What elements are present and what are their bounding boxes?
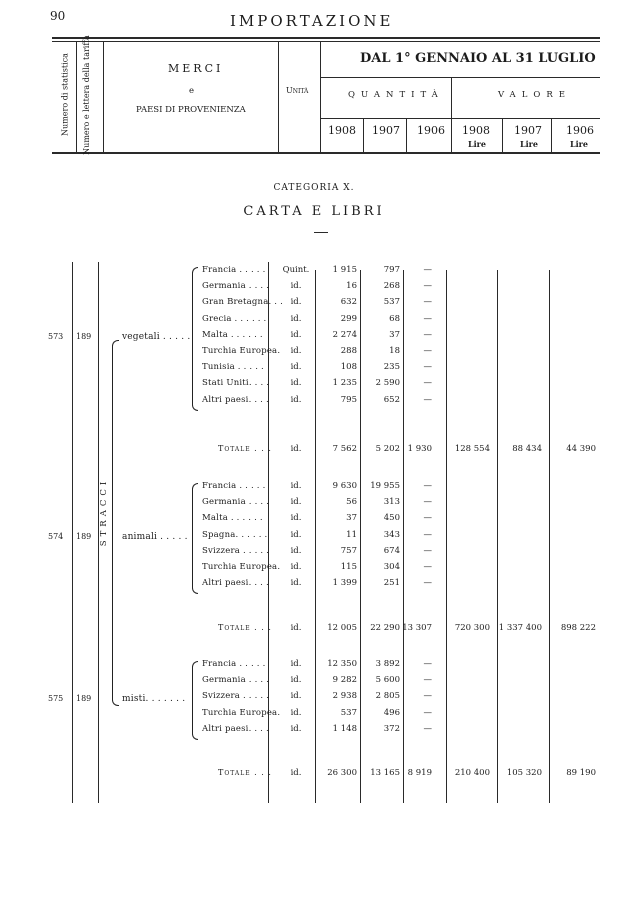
col-stat-header: Numero di statistica bbox=[60, 53, 70, 136]
qty-1908: 37 bbox=[346, 513, 357, 524]
header-sep-v2 bbox=[551, 118, 552, 152]
unit-cell: id. bbox=[290, 297, 302, 308]
qty-1908: 108 bbox=[340, 362, 357, 373]
header-sep-1 bbox=[76, 41, 77, 152]
header-sep-4 bbox=[320, 41, 321, 152]
unit-cell: id. bbox=[290, 481, 302, 491]
total-qty-1907: 5 202 bbox=[375, 444, 400, 454]
qty-1907: 3 892 bbox=[375, 659, 400, 669]
unit-cell: id. bbox=[290, 659, 302, 669]
total-qty-1906: 1 930 bbox=[407, 444, 432, 454]
unit-cell: id. bbox=[290, 513, 302, 524]
qty-1908: 1 915 bbox=[332, 265, 357, 275]
country-name: Gran Bretagna. . . bbox=[202, 297, 284, 308]
qty-1906: — bbox=[423, 675, 432, 686]
unit-cell: id. bbox=[290, 545, 302, 556]
total-value-1906: 44 390 bbox=[566, 444, 596, 454]
header-bottom-rule bbox=[52, 152, 600, 154]
total-value-1906: 89 190 bbox=[566, 768, 596, 778]
unit-cell: id. bbox=[290, 329, 302, 340]
header-period-rule bbox=[320, 77, 600, 78]
qty-1906: — bbox=[423, 329, 432, 340]
merci-title: MERCI bbox=[168, 62, 224, 75]
unit-cell: id. bbox=[290, 529, 302, 540]
section-brace bbox=[192, 661, 198, 740]
total-qty-1907: 22 290 bbox=[370, 623, 400, 633]
body-col-rule-e bbox=[360, 270, 361, 803]
section-name: misti. . . . . . . bbox=[122, 693, 186, 704]
country-name: Altri paesi. . . . bbox=[202, 578, 269, 589]
total-value-1907: 88 434 bbox=[512, 444, 542, 454]
currency-1908: Lire bbox=[468, 139, 486, 149]
header-sep-q1 bbox=[363, 118, 364, 152]
tariff-number: 189 bbox=[76, 331, 92, 341]
currency-1907: Lire bbox=[520, 139, 538, 149]
qty-1908: 537 bbox=[340, 707, 357, 718]
country-name: Tunisia . . . . . bbox=[202, 362, 264, 373]
qty-1908: 2 274 bbox=[332, 329, 357, 340]
header-sep-3 bbox=[278, 41, 279, 152]
qty-1908: 288 bbox=[340, 346, 357, 356]
qty-1907: 18 bbox=[389, 346, 400, 356]
qty-1907: 2 805 bbox=[375, 691, 400, 702]
qty-1908: 795 bbox=[340, 394, 357, 405]
category-label: CATEGORIA X. bbox=[273, 183, 355, 193]
qty-1906: — bbox=[423, 691, 432, 702]
period-header: DAL 1° GENNAIO AL 31 LUGLIO bbox=[360, 51, 596, 66]
total-unit: id. bbox=[290, 768, 302, 778]
qty-1907: 343 bbox=[383, 529, 400, 540]
unit-cell: id. bbox=[290, 675, 302, 686]
total-qty-1906: 8 919 bbox=[407, 768, 432, 778]
qty-1906: — bbox=[423, 545, 432, 556]
currency-1906: Lire bbox=[570, 139, 588, 149]
country-name: Germania . . . . bbox=[202, 281, 270, 292]
header-top-rule-2 bbox=[52, 41, 600, 42]
total-label: Totale . . . bbox=[218, 768, 272, 777]
quantity-header: QUANTITÀ bbox=[348, 90, 444, 100]
unit-cell: id. bbox=[290, 691, 302, 702]
qty-1906: — bbox=[423, 481, 432, 491]
unit-cell: id. bbox=[290, 707, 302, 718]
total-label: Totale . . . bbox=[218, 623, 272, 632]
qty-1906: — bbox=[423, 265, 432, 275]
qty-1906: — bbox=[423, 707, 432, 718]
unit-cell: id. bbox=[290, 313, 302, 324]
qty-1907: 304 bbox=[383, 562, 400, 572]
body-col-rule-a bbox=[72, 262, 73, 803]
qty-1906: — bbox=[423, 394, 432, 405]
qty-1907: 674 bbox=[383, 545, 400, 556]
qty-1906: — bbox=[423, 362, 432, 373]
header-sep-qv bbox=[451, 77, 452, 152]
year-q-1908: 1908 bbox=[328, 124, 356, 137]
qty-1906: — bbox=[423, 378, 432, 389]
total-qty-1907: 13 165 bbox=[370, 768, 400, 778]
country-name: Francia . . . . . bbox=[202, 659, 266, 669]
country-name: Turchia Europea. bbox=[202, 562, 281, 572]
qty-1906: — bbox=[423, 313, 432, 324]
country-name: Grecia . . . . . . bbox=[202, 313, 267, 324]
qty-1907: 372 bbox=[383, 723, 400, 734]
qty-1906: — bbox=[423, 497, 432, 508]
qty-1908: 2 938 bbox=[332, 691, 357, 702]
qty-1907: 251 bbox=[383, 578, 400, 589]
total-qty-1906: 13 307 bbox=[402, 623, 432, 633]
stat-number: 573 bbox=[48, 331, 64, 341]
header-sep-v1 bbox=[502, 118, 503, 152]
total-value-1908: 128 554 bbox=[454, 444, 490, 454]
header-top-rule bbox=[52, 37, 600, 39]
year-v-1908: 1908 bbox=[462, 124, 490, 137]
unit-cell: id. bbox=[290, 362, 302, 373]
total-qty-1908: 26 300 bbox=[327, 768, 357, 778]
year-q-1906: 1906 bbox=[417, 124, 445, 137]
qty-1907: 797 bbox=[383, 265, 400, 275]
qty-1907: 313 bbox=[383, 497, 400, 508]
qty-1906: — bbox=[423, 529, 432, 540]
unit-cell: id. bbox=[290, 723, 302, 734]
group-brace bbox=[112, 340, 119, 706]
body-col-rule-h bbox=[497, 270, 498, 803]
section-name: animali . . . . . bbox=[122, 531, 188, 542]
qty-1908: 632 bbox=[340, 297, 357, 308]
section-brace bbox=[192, 267, 198, 411]
country-name: Svizzera . . . . . bbox=[202, 691, 270, 702]
body-col-rule-c bbox=[268, 262, 269, 803]
country-name: Germania . . . . bbox=[202, 497, 270, 508]
qty-1908: 16 bbox=[346, 281, 357, 292]
merci-and: e bbox=[189, 86, 195, 96]
qty-1906: — bbox=[423, 281, 432, 292]
country-name: Malta . . . . . . bbox=[202, 329, 263, 340]
total-unit: id. bbox=[290, 444, 302, 454]
unit-header: Unità bbox=[286, 86, 309, 95]
qty-1907: 5 600 bbox=[375, 675, 400, 686]
category-title: CARTA E LIBRI bbox=[243, 204, 385, 219]
country-name: Spagna. . . . . . bbox=[202, 529, 268, 540]
total-label: Totale . . . bbox=[218, 444, 272, 453]
qty-1907: 268 bbox=[383, 281, 400, 292]
qty-1908: 9 630 bbox=[332, 481, 357, 491]
unit-cell: Quint. bbox=[282, 265, 310, 275]
col-tariff-header: Numero e lettera della tariffa bbox=[82, 35, 91, 155]
header-sub-rule bbox=[320, 118, 600, 119]
value-header: VALORE bbox=[498, 90, 571, 100]
unit-cell: id. bbox=[290, 346, 302, 356]
country-name: Turchia Europea. bbox=[202, 707, 281, 718]
section-name: vegetali . . . . . bbox=[122, 331, 191, 342]
body-col-rule-g bbox=[446, 270, 447, 803]
running-title: IMPORTAZIONE bbox=[230, 12, 394, 30]
total-qty-1908: 12 005 bbox=[327, 623, 357, 633]
qty-1907: 68 bbox=[389, 313, 400, 324]
body-col-rule-f bbox=[403, 270, 404, 803]
unit-cell: id. bbox=[290, 281, 302, 292]
qty-1908: 115 bbox=[340, 562, 357, 572]
qty-1906: — bbox=[423, 578, 432, 589]
group-label: STRACCI bbox=[99, 477, 109, 547]
total-value-1907: 1 337 400 bbox=[498, 623, 542, 633]
qty-1908: 757 bbox=[340, 545, 357, 556]
page-number: 90 bbox=[50, 9, 66, 23]
category-rule bbox=[314, 232, 328, 233]
country-name: Svizzera . . . . . bbox=[202, 545, 270, 556]
year-v-1906: 1906 bbox=[566, 124, 594, 137]
qty-1906: — bbox=[423, 562, 432, 572]
qty-1907: 37 bbox=[389, 329, 400, 340]
merci-origin: PAESI DI PROVENIENZA bbox=[136, 105, 246, 115]
country-name: Germania . . . . bbox=[202, 675, 270, 686]
qty-1907: 2 590 bbox=[375, 378, 400, 389]
total-unit: id. bbox=[290, 623, 302, 633]
year-q-1907: 1907 bbox=[372, 124, 400, 137]
country-name: Altri paesi. . . . bbox=[202, 394, 269, 405]
country-name: Francia . . . . . bbox=[202, 481, 266, 491]
qty-1907: 450 bbox=[383, 513, 400, 524]
qty-1907: 235 bbox=[383, 362, 400, 373]
qty-1907: 537 bbox=[383, 297, 400, 308]
unit-cell: id. bbox=[290, 562, 302, 572]
qty-1906: — bbox=[423, 513, 432, 524]
unit-cell: id. bbox=[290, 378, 302, 389]
country-name: Francia . . . . . bbox=[202, 265, 266, 275]
total-qty-1908: 7 562 bbox=[332, 444, 357, 454]
qty-1907: 496 bbox=[383, 707, 400, 718]
qty-1908: 11 bbox=[346, 529, 357, 540]
body-col-rule-i bbox=[549, 270, 550, 803]
country-name: Altri paesi. . . . bbox=[202, 723, 269, 734]
total-value-1907: 105 320 bbox=[506, 768, 542, 778]
year-v-1907: 1907 bbox=[514, 124, 542, 137]
unit-cell: id. bbox=[290, 394, 302, 405]
qty-1907: 652 bbox=[383, 394, 400, 405]
tariff-number: 189 bbox=[76, 531, 92, 541]
country-name: Malta . . . . . . bbox=[202, 513, 263, 524]
total-value-1908: 210 400 bbox=[454, 768, 490, 778]
qty-1908: 1 399 bbox=[332, 578, 357, 589]
qty-1908: 1 235 bbox=[332, 378, 357, 389]
country-name: Turchia Europea. bbox=[202, 346, 281, 356]
tariff-number: 189 bbox=[76, 693, 92, 703]
qty-1908: 12 350 bbox=[327, 659, 357, 669]
qty-1908: 56 bbox=[346, 497, 357, 508]
qty-1906: — bbox=[423, 297, 432, 308]
section-brace bbox=[192, 483, 198, 594]
total-value-1906: 898 222 bbox=[560, 623, 596, 633]
country-name: Stati Uniti. . . . bbox=[202, 378, 270, 389]
unit-cell: id. bbox=[290, 578, 302, 589]
qty-1908: 1 148 bbox=[332, 723, 357, 734]
total-value-1908: 720 300 bbox=[454, 623, 490, 633]
qty-1908: 9 282 bbox=[332, 675, 357, 686]
qty-1907: 19 955 bbox=[370, 481, 400, 491]
stat-number: 575 bbox=[48, 693, 64, 703]
qty-1906: — bbox=[423, 346, 432, 356]
qty-1906: — bbox=[423, 723, 432, 734]
stat-number: 574 bbox=[48, 531, 64, 541]
qty-1908: 299 bbox=[340, 313, 357, 324]
header-sep-q2 bbox=[406, 118, 407, 152]
unit-cell: id. bbox=[290, 497, 302, 508]
qty-1906: — bbox=[423, 659, 432, 669]
